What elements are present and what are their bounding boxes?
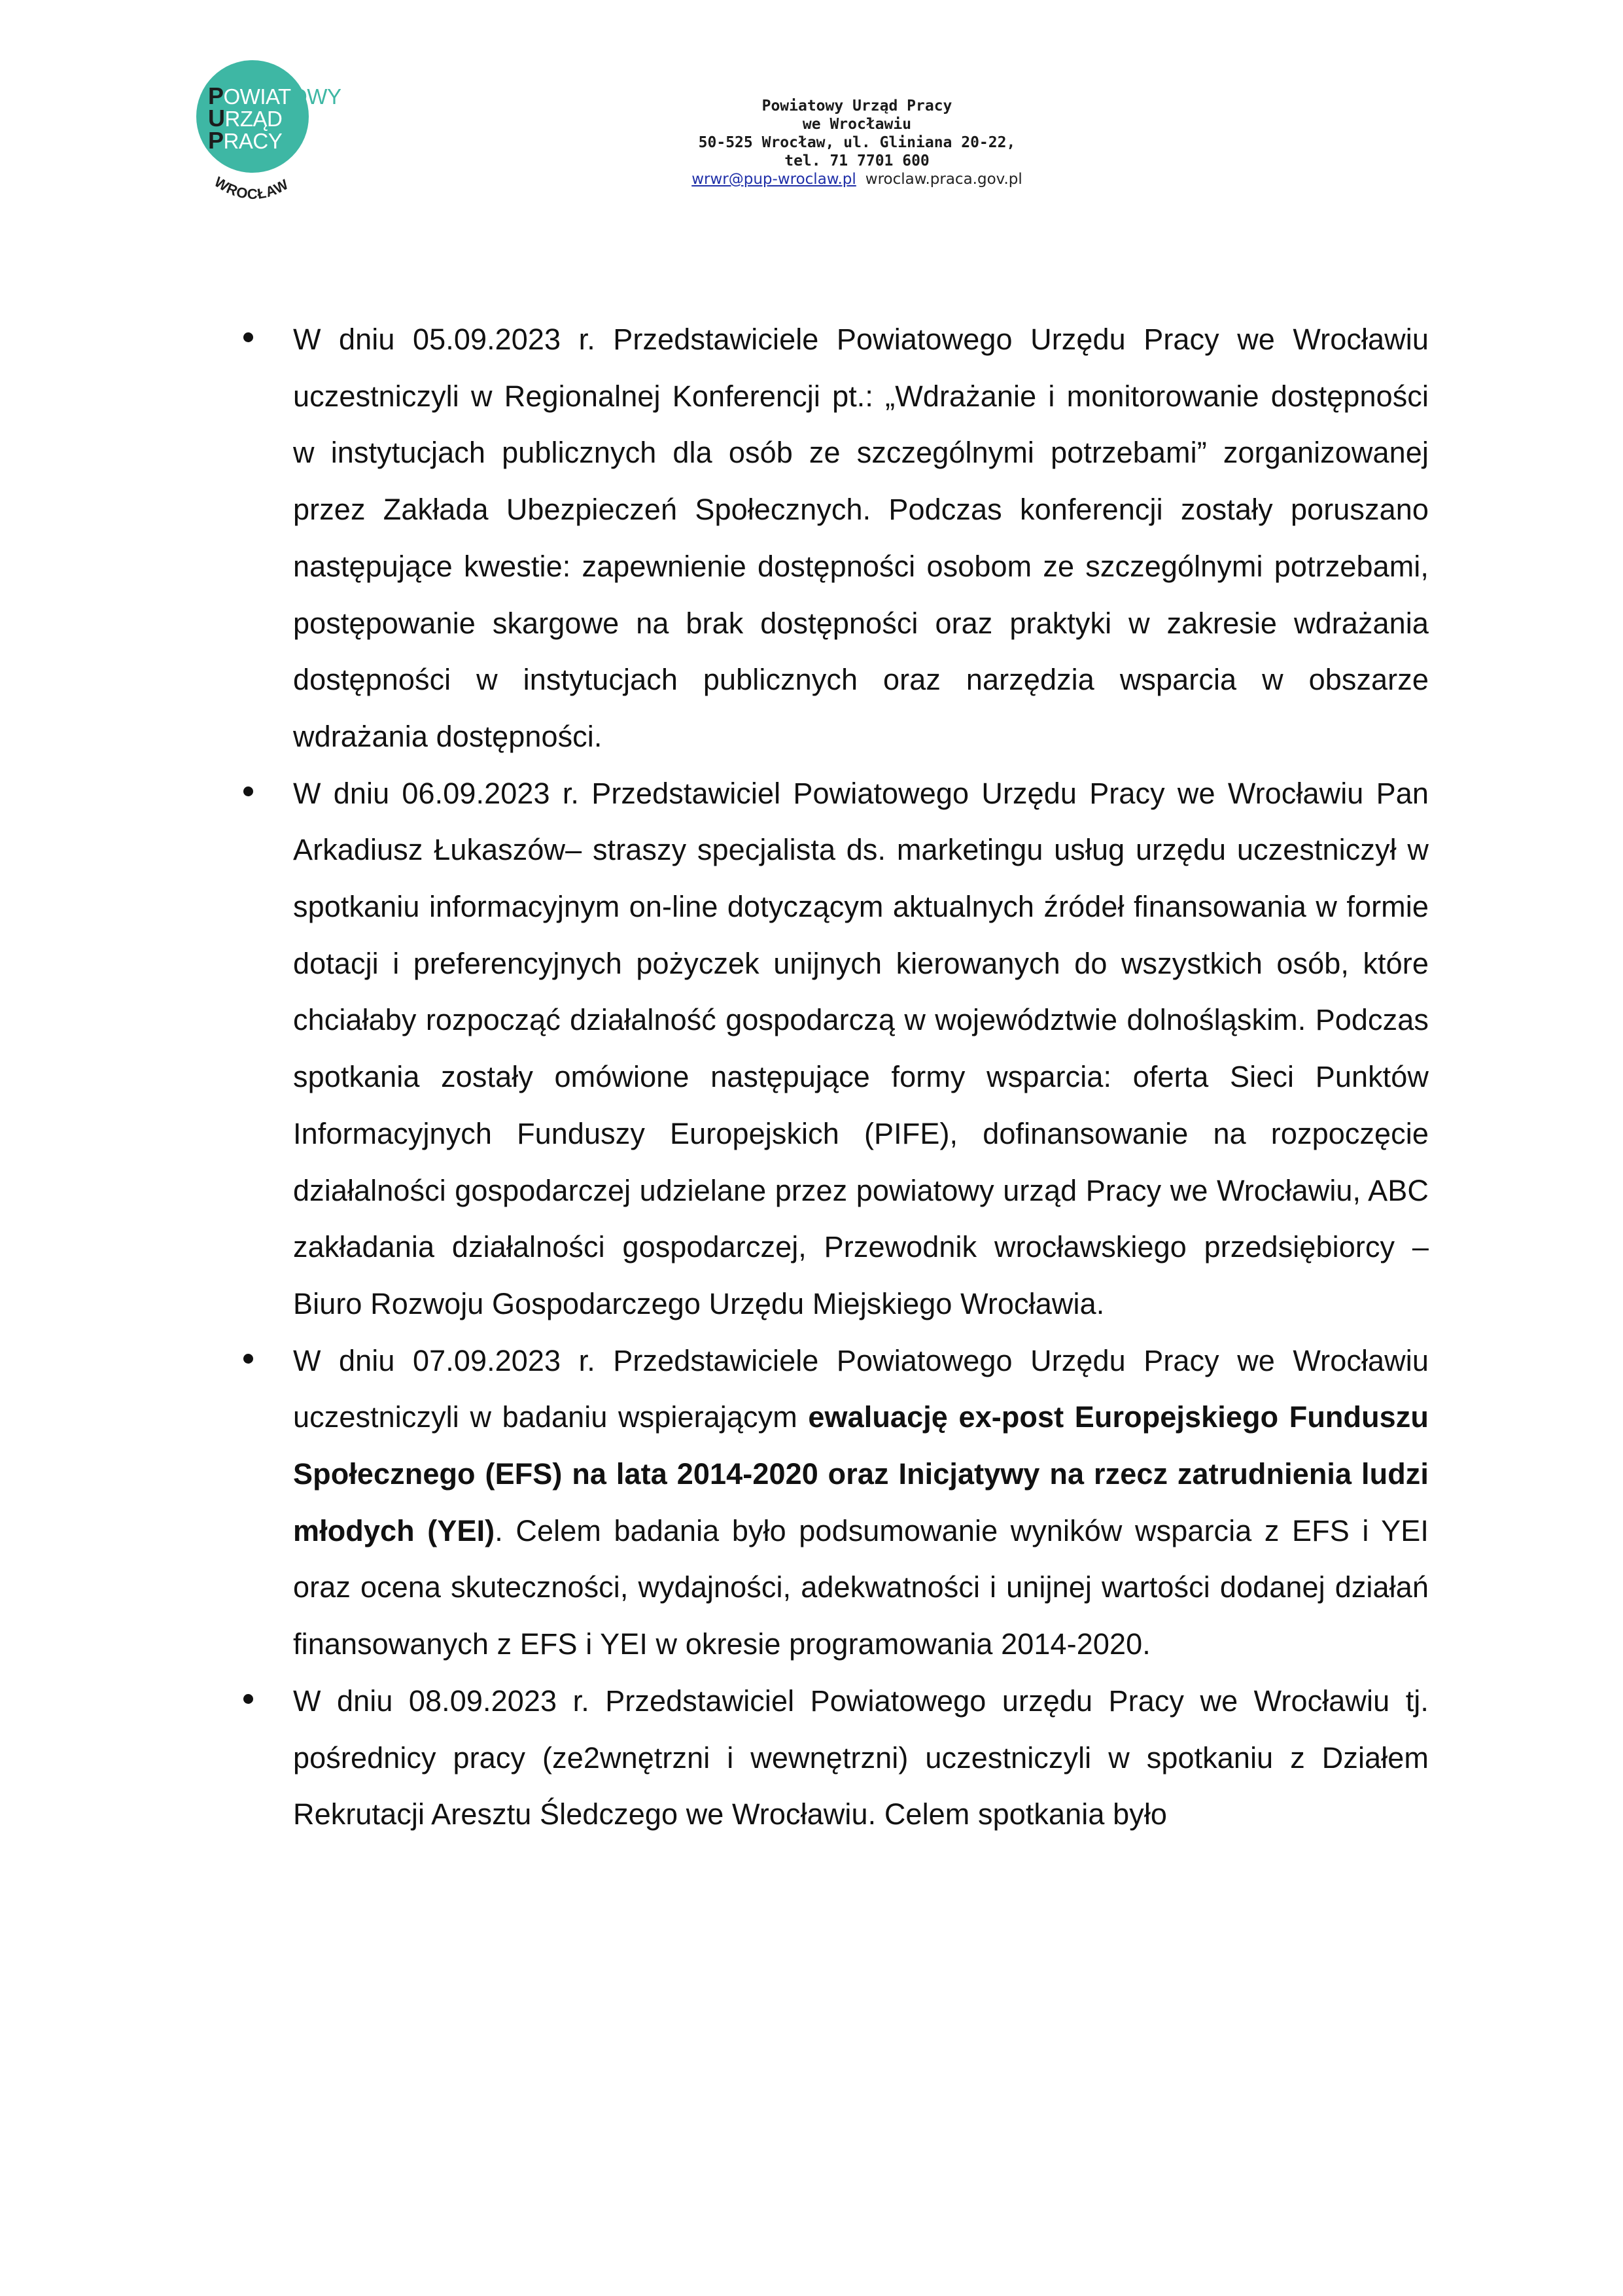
header-contact: [654, 170, 1060, 188]
paragraph-text: W dniu 07.09.2023 r. Przedstawiciele Powiatowego Urzędu Pracy we Wrocławiu uczestniczyli w badaniu wspierającym: [293, 1343, 1429, 1434]
bullet-icon: [243, 332, 253, 342]
list-item: [243, 1333, 1429, 1673]
list-item: [243, 766, 1429, 1333]
paragraph-2023-09-05: W dniu 05.09.2023 r. Przedstawiciele Powiatowego Urzędu Pracy we Wrocławiu uczestniczyli w Regionalnej Konferencji pt.: „Wdrażanie i monitorowanie dostępności w instytucjach publicznych dla osób ze szczególnymi potrzebami” zorganizowanej przez Zakłada Ubezpieczeń Społecznych. Podczas konferencji zostały poruszano następujące kwestie: zapewnienie dostępności osobom ze szczególnymi potrzebami, postępowanie skargowe na brak dostępności oraz praktyki w zakresie wdrażania dostępności w instytucjach publicznych oraz narzędzia wsparcia w obszarze wdrażania dostępności.: [293, 323, 1429, 753]
website-text: wroclaw.praca.gov.pl: [865, 171, 1022, 188]
header-city: we Wrocławiu: [802, 116, 912, 133]
list-item: [243, 311, 1429, 766]
logo-city-text: WROCŁAW: [211, 173, 292, 203]
paragraph-2023-09-07: [293, 1333, 1429, 1673]
paragraph-2023-09-08: W dniu 08.09.2023 r. Przedstawiciel Powiatowego urzędu Pracy we Wrocławiu tj. pośrednicy pracy (ze2wnętrzni i wewnętrzni) uczestniczyli w spotkaniu z Działem Rekrutacji Aresztu Śledczego we Wrocławiu. Celem spotkania było: [293, 1684, 1429, 1831]
document-body: [243, 311, 1429, 1843]
event-list: [243, 311, 1429, 1843]
svg-text:WROCŁAW: [211, 173, 291, 202]
logo-word-urzad: URZĄD: [208, 105, 283, 132]
bullet-icon: [243, 786, 253, 796]
logo-city-arc: [190, 52, 360, 216]
logo-word-powiatowy: POWIATOWY: [208, 82, 341, 109]
pup-logo: [190, 52, 360, 216]
header-institution: Powiatowy Urząd Pracy: [761, 97, 952, 115]
email-link[interactable]: wrwr@pup-wroclaw.pl: [691, 171, 856, 188]
letterhead-address: [654, 97, 1060, 188]
header-phone: tel. 71 7701 600: [784, 152, 930, 169]
list-item: [243, 1673, 1429, 1843]
paragraph-2023-09-06: W dniu 06.09.2023 r. Przedstawiciel Powiatowego Urzędu Pracy we Wrocławiu Pan Arkadiusz Łukaszów– straszy specjalista ds. marketingu usług urzędu uczestniczył w spotkaniu informacyjnym on-line dotyczącym aktualnych źródeł finansowania w formie dotacji i preferencyjnych pożyczek unijnych kierowanych do wszystkich osób, które chciałaby rozpocząć działalność gospodarczą w województwie dolnośląskim. Podczas spotkania zostały omówione następujące formy wsparcia: oferta Sieci Punktów Informacyjnych Funduszy Europejskich (PIFE), dofinansowanie na rozpoczęcie działalności gospodarczej udzielane przez powiatowy urząd Pracy we Wrocławiu, ABC zakładania działalności gospodarczej, Przewodnik wrocławskiego przedsiębiorcy – Biuro Rozwoju Gospodarczego Urzędu Miejskiego Wrocławia.: [293, 776, 1429, 1320]
bullet-icon: [243, 1694, 253, 1704]
logo-word-pracy: PRACY: [208, 127, 283, 154]
bullet-icon: [243, 1354, 253, 1364]
paragraph-bold-text: ewaluację ex-post Europejskiego Funduszu Społecznego (EFS) na lata 2014-2020 oraz Inicjatywy na rzecz zatrudnienia ludzi młodych (YEI): [293, 1400, 1429, 1547]
header-street: 50-525 Wrocław, ul. Gliniana 20-22,: [698, 134, 1016, 151]
paragraph-text: . Celem badania było podsumowanie wyników wsparcia z EFS i YEI oraz ocena skuteczności, wydajności, adekwatności i unijnej wartości dodanej działań finansowanych z EFS i YEI w okresie programowania 2014-2020.: [293, 1513, 1429, 1661]
